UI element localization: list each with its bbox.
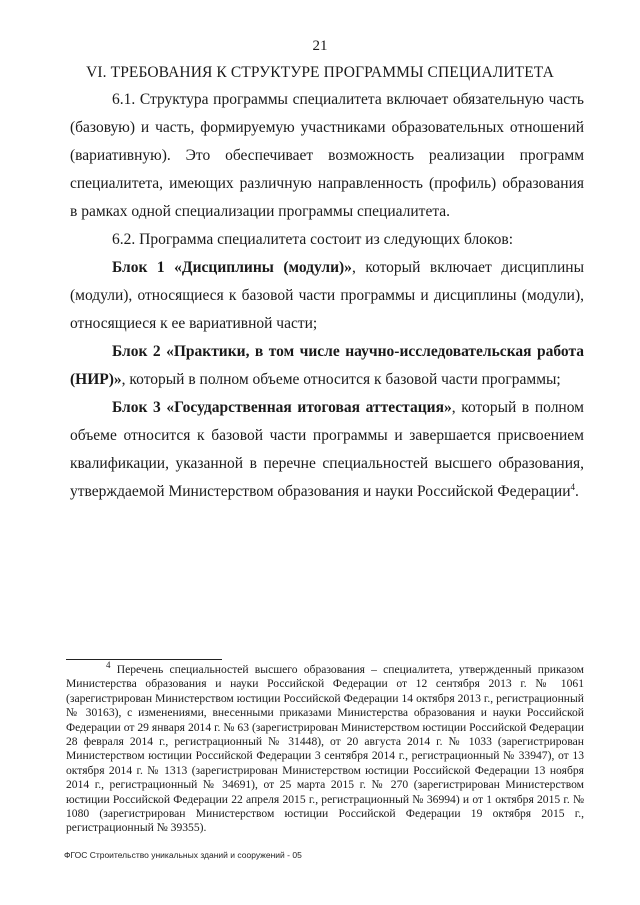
block-3-title: Блок 3 «Государственная итоговая аттестация» [112, 399, 452, 416]
block-2-text: , который в полном объеме относится к базовой части программы; [121, 371, 561, 388]
footnote-divider [66, 659, 222, 660]
block-1-title: Блок 1 «Дисциплины (модули)» [112, 259, 352, 276]
block-1-text: , который включает дисциплины (модули), относящиеся к базовой части программы и дисциплины (модули), относящиеся к ее вариативной части; [70, 259, 584, 332]
paragraph-6-1: 6.1. Структура программы специалитета включает обязательную часть (базовую) и часть, формируемую участниками образовательных отношений (вариативную). Это обеспечивает возможность реализации программ специалитета, имеющих различную направленность (профиль) образования в рамках одной специализации программы специалитета. [70, 91, 584, 220]
block-2-title: Блок 2 «Практики, в том числе научно-исследовательская работа (НИР)» [70, 343, 584, 388]
footnote-mark: 4 [106, 660, 111, 671]
block-3-paragraph [70, 394, 584, 506]
block-1-paragraph [70, 254, 584, 338]
section-heading: VI. ТРЕБОВАНИЯ К СТРУКТУРЕ ПРОГРАММЫ СПЕЦИАЛИТЕТА [86, 64, 554, 81]
footnote-4 [66, 660, 584, 836]
document-footer: ФГОС Строительство уникальных зданий и сооружений - 05 [64, 850, 302, 860]
footnote-text: Перечень специальностей высшего образования – специалитета, утвержденный приказом Министерства образования и науки Российской Федерации от 12 сентября 2013 г. № 1061 (зарегистрирован Министерством юстиции Российской Федерации 14 октября 2013 г., регистрационный № 30163), с изменениями, внесенными приказами Министерства образования и науки Российской Федерации от 29 января 2014 г. № 63 (зарегистрирован Министерством юстиции Российской Федерации 28 февраля 2014 г., регистрационный № 31448), от 20 августа 2014 г. № 1033 (зарегистрирован Министерством юстиции Российской Федерации 3 сентября 2014 г., регистрационный № 33947), от 13 октября 2014 г. № 1313 (зарегистрирован Министерством юстиции Российской Федерации 13 ноября 2014 г., регистрационный № 34691), от 25 марта 2015 г. № 270 (зарегистрирован Министерством юстиции Российской Федерации 22 апреля 2015 г., регистрационный № 36994) и от 1 октября 2015 г. № 1080 (зарегистрирован Министерством юстиции Российской Федерации 19 октября 2015 г., регистрационный № 39355). [66, 663, 584, 835]
block-3-text: , который в полном объеме относится к базовой части программы и завершается присвоением квалификации, указанной в перечне специальностей высшего образования, утверждаемой Министерством образования и науки Российской Федерации [70, 399, 584, 500]
footnote-reference[interactable]: 4 [570, 481, 576, 492]
page-number: 21 [312, 38, 328, 54]
block-3-end: . [575, 483, 579, 500]
paragraph-6-2: 6.2. Программа специалитета состоит из следующих блоков: [112, 231, 514, 248]
block-2-paragraph [70, 338, 584, 394]
